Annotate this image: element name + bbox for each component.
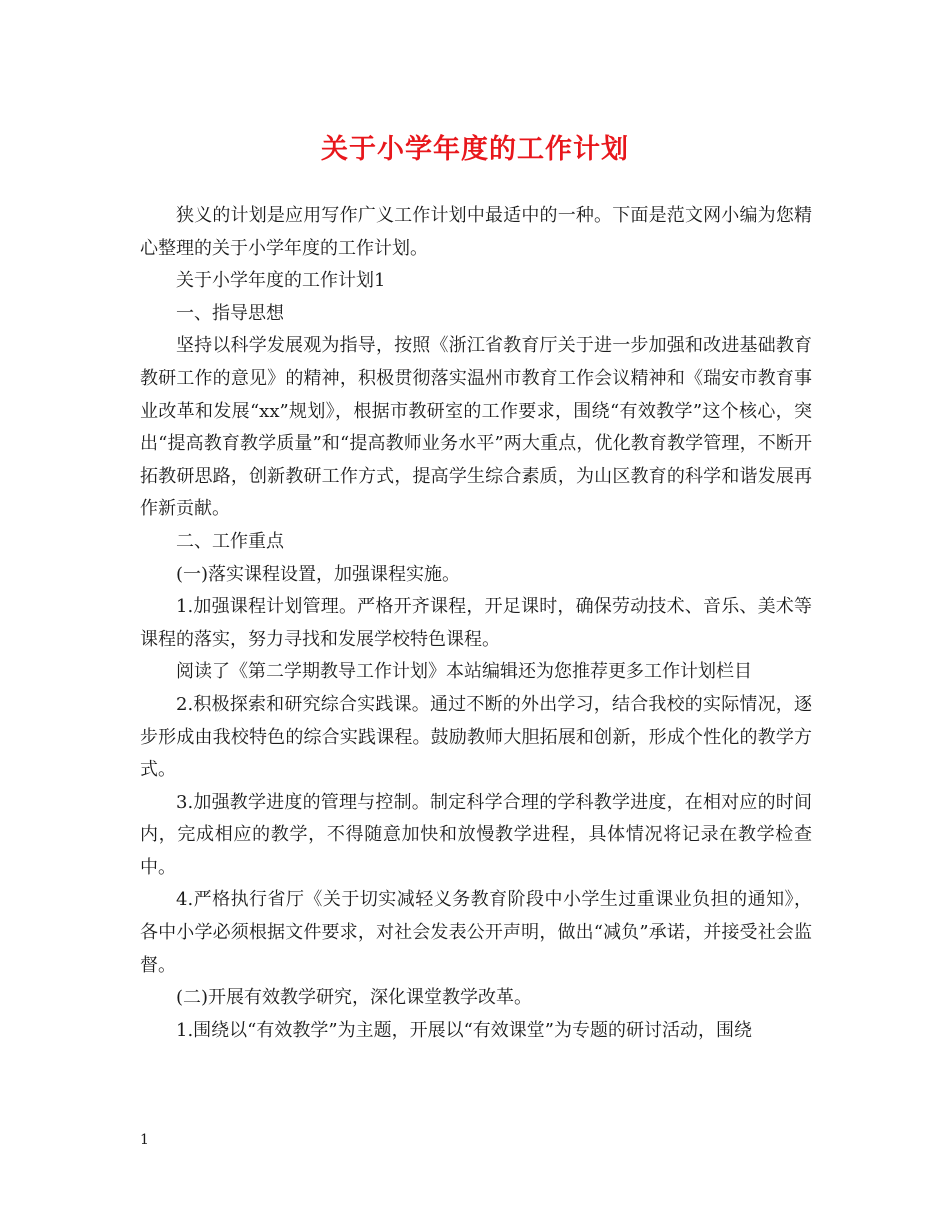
paragraph-recommendation: 阅读了《第二学期教导工作计划》本站编辑还为您推荐更多工作计划栏目 (176, 661, 752, 683)
paragraph-item-1: 1.加强课程计划管理。严格开齐课程，开足课时，确保劳动技术、音乐、美术等课程的落实，努力寻找和发展学校特色课程。 (140, 596, 812, 650)
document-body (140, 200, 812, 1047)
subsection-heading-effective-teaching: (二)开展有效教学研究，深化课堂教学改革。 (176, 987, 533, 1009)
paragraph-item-2: 2.积极探索和研究综合实践课。通过不断的外出学习，结合我校的实际情况，逐步形成由我校特色的综合实践课程。鼓励教师大胆拓展和创新，形成个性化的教学方式。 (140, 693, 812, 781)
section-heading-guiding-thought: 一、指导思想 (176, 302, 284, 324)
paragraph-item-4: 4.严格执行省厅《关于切实减轻义务教育阶段中小学生过重课业负担的通知》，各中小学必须根据文件要求，对社会发表公开声明，做出“减负”承诺，并接受社会监督。 (140, 889, 812, 976)
paragraph-guiding-thought: 坚持以科学发展观为指导，按照《浙江省教育厅关于进一步加强和改进基础教育教研工作的意见》的精神，积极贯彻落实温州市教育工作会议精神和《瑞安市教育事业改革和发展“xx”规划》，根据市教研室的工作要求，围绕“有效教学”这个核心，突出“提高教育教学质量”和“提高教师业务水平”两大重点，优化教育教学管理，不断开拓教研思路，创新教研工作方式，提高学生综合素质，为山区教育的科学和谐发展再作新贡献。 (140, 335, 812, 520)
paragraph-subtitle: 关于小学年度的工作计划1 (176, 270, 386, 292)
paragraph-item-effective-1: 1.围绕以“有效教学”为主题，开展以“有效课堂”为专题的研讨活动，围绕 (176, 1019, 752, 1041)
paragraph-item-3: 3.加强教学进度的管理与控制。制定科学合理的学科教学进度，在相对应的时间内，完成相应的教学，不得随意加快和放慢教学进程，具体情况将记录在教学检查中。 (140, 791, 812, 878)
paragraph-intro: 狭义的计划是应用写作广义工作计划中最适中的一种。下面是范文网小编为您精心整理的关于小学年度的工作计划。 (140, 205, 812, 259)
subsection-heading-curriculum: (一)落实课程设置，加强课程实施。 (176, 563, 461, 585)
section-heading-work-focus: 二、工作重点 (176, 530, 284, 552)
page-number: 1 (140, 1132, 149, 1148)
document-title: 关于小学年度的工作计划 (321, 134, 629, 165)
